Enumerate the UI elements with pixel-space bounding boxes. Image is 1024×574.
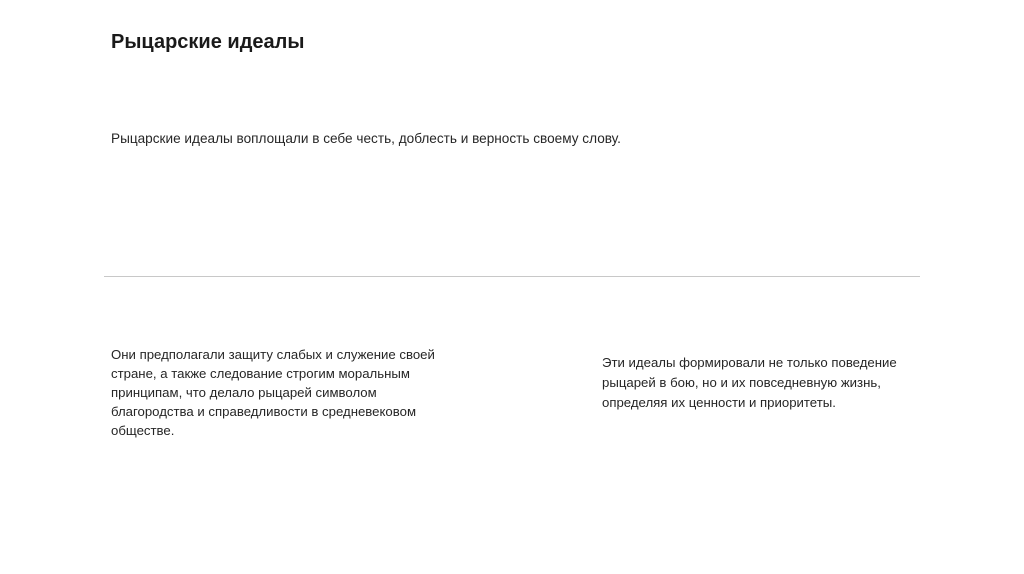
divider-line	[104, 276, 920, 277]
left-column-text: Они предполагали защиту слабых и служение своей стране, а также следование строгим моральным принципам, что делало рыцарей символом благородства и справедливости в средневековом обществе.	[111, 347, 435, 438]
intro-paragraph: Рыцарские идеалы воплощали в себе честь, доблесть и верность своему слову.	[111, 131, 621, 146]
right-column-text: Эти идеалы формировали не только поведение рыцарей в бою, но и их повседневную жизнь, определяя их ценности и приоритеты.	[602, 355, 897, 410]
slide-title: Рыцарские идеалы	[111, 31, 305, 53]
